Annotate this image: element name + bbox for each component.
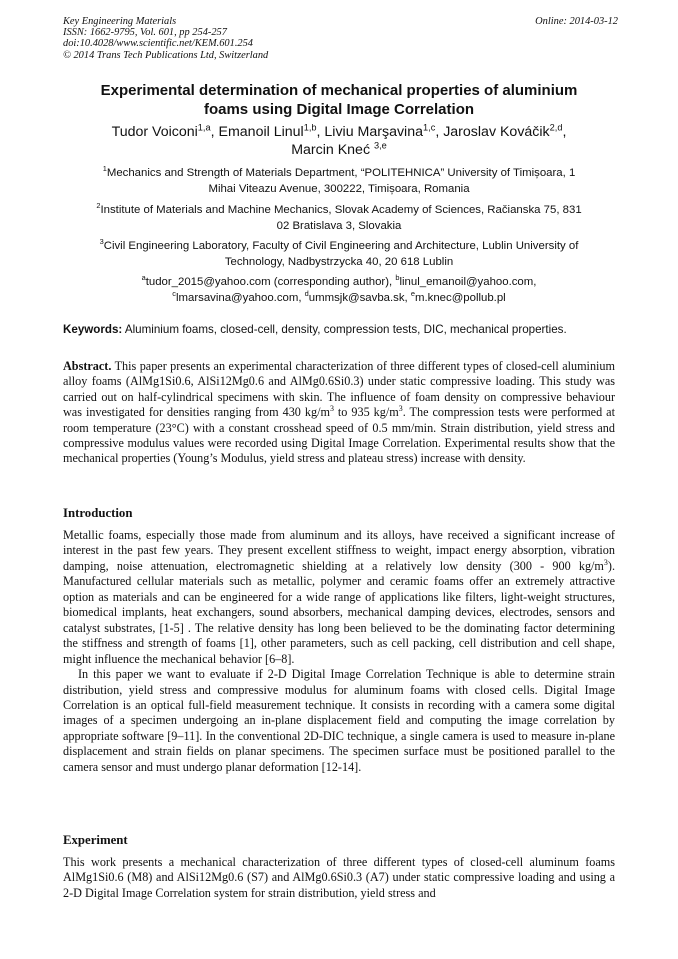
author-name: Liviu Marşavina: [324, 124, 423, 140]
doi[interactable]: doi:10.4028/www.scientific.net/KEM.601.254: [63, 38, 253, 50]
keywords-label: Keywords:: [63, 323, 123, 336]
affiliation-line: Institute of Materials and Machine Mechanics, Slovak Academy of Sciences, Račianska 75, 831: [100, 204, 582, 216]
abstract-sup: 3: [329, 404, 334, 414]
author-sep: ,: [316, 124, 325, 140]
keywords-text: Aluminium foams, closed-cell, density, compression tests, DIC, mechanical properties.: [122, 323, 567, 336]
affiliation-line: Technology, Nadbystrzycka 40, 20 618 Lublin: [224, 255, 454, 268]
affiliation-2: [63, 203, 615, 234]
abstract-text: This paper presents an experimental characterization of three different types of closed-cell aluminium alloy foams (AlMg1Si0.6, AlSi12Mg0.6 and AlMg0.6Si0.3) under static compressive loading. This study was carried out on half-cylindrical specimens with skin. The influence of foam density on compressive behaviour was investigated for densities ranging from 430 kg/m: [63, 359, 615, 420]
affiliation-1: [63, 166, 615, 197]
introduction-heading: Introduction: [63, 506, 133, 520]
author-sup: 1,b: [303, 122, 317, 133]
email-a[interactable]: tudor_2015@yahoo.com (corresponding author),: [145, 276, 396, 288]
journal-name: Key Engineering Materials: [63, 16, 177, 27]
affiliation-line: Mihai Viteazu Avenue, 300222, Timișoara, Romania: [208, 182, 470, 195]
abstract-text: to 935 kg/m: [333, 405, 399, 420]
author-name: Tudor Voiconi: [111, 124, 198, 140]
email-sup: e: [410, 288, 415, 298]
paper-title: [63, 82, 615, 119]
author-sup: 1,c: [423, 122, 436, 133]
title-line-2: foams using Digital Image Correlation: [203, 100, 475, 118]
paragraph: This work presents a mechanical characterization of three different types of closed-cell aluminum foams AlMg1Si0.6 (M8) and AlSi12Mg0.6 (S7) and AlMg0.6Si0.3 (A7) under static compressive loading and using a 2-D Digital Image Correlation system for strain distribution, yield stress and: [63, 855, 615, 900]
affiliation-sup: 2: [96, 201, 101, 211]
online-date: Online: 2014-03-12: [535, 16, 618, 27]
author-sep: ,: [435, 124, 444, 140]
journal-meta: [63, 16, 268, 61]
experiment-heading: Experiment: [63, 833, 128, 847]
email-sup: b: [395, 273, 400, 283]
email-sup: c: [172, 288, 176, 298]
author-sup: 1,a: [197, 122, 211, 133]
affiliation-line: 02 Bratislava 3, Slovakia: [276, 219, 402, 232]
paragraph-text: ). Manufactured cellular materials such as metallic, polymer and ceramic foams offer an extremely attractive option as materials and can be engineered for a wide range of applications like filters, light-weight structures, biomedical implants, heat exchangers, sound absorbers, mechanical damping devices, electrodes, sensors and catalyst substrates, [1-5] . The relative density has long been believed to be the dominating factor determining the stiffness and strength of foams [1], other parameters, such as cell packing, cell distribution and cell shape, might influence the mechanical behavior [6–8].: [63, 558, 615, 666]
author-name: Marcin Kneć: [291, 141, 374, 158]
email-e[interactable]: m.knec@pollub.pl: [415, 291, 506, 304]
author-list: [63, 124, 615, 159]
author-name: Jaroslav Kováčik: [443, 124, 550, 140]
experiment-body: [63, 855, 615, 901]
abstract: [63, 359, 615, 467]
author-sep: ,: [562, 124, 567, 140]
email-c[interactable]: lmarsavina@yahoo.com,: [175, 291, 305, 304]
author-sup: 2,d: [549, 122, 563, 133]
issn: ISSN: 1662-9795, Vol. 601, pp 254-257: [63, 27, 227, 39]
author-sep: ,: [210, 124, 219, 140]
email-b[interactable]: linul_emanoil@yahoo.com,: [399, 276, 537, 288]
email-d[interactable]: ummsjk@savba.sk,: [308, 291, 411, 304]
abstract-text: . The compression tests were performed at room temperature (23°C) with a constant crosshead speed of 0.5 mm/min. Strain distribution, yield stress and compressive modulus values were recorded using Digital Image Correlation. Experimental results show that the mechanical properties (Young’s Modulus, yield stress and plateau stress) increase with density.: [63, 405, 615, 466]
email-list: [63, 275, 615, 306]
abstract-label: Abstract.: [63, 359, 112, 373]
affiliation-3: [63, 239, 615, 270]
affiliation-line: Civil Engineering Laboratory, Faculty of Civil Engineering and Architecture, Lublin University of: [103, 240, 579, 252]
affiliation-sup: 1: [102, 164, 107, 174]
author-name: Emanoil Linul: [218, 124, 304, 140]
affiliation-sup: 3: [99, 237, 104, 247]
email-sup: a: [141, 273, 146, 283]
paragraph: [63, 528, 615, 667]
paragraph-sup: 3: [603, 557, 608, 567]
paragraph-text: Metallic foams, especially those made from aluminum and its alloys, have received a significant increase of interest in the past few years. They present excellent stiffness to weight, impact energy absorption, vibration damping, noise attenuation, electromagnetic shielding at a relatively low density (300 - 900 kg/m: [63, 528, 615, 573]
title-line-1: Experimental determination of mechanical properties of aluminium: [100, 82, 578, 99]
copyright: © 2014 Trans Tech Publications Ltd, Switzerland: [63, 49, 269, 61]
abstract-sup: 3: [398, 404, 403, 414]
introduction-body: [63, 528, 615, 775]
email-sup: d: [304, 288, 309, 298]
author-sup: 3,e: [373, 139, 387, 150]
keywords: [63, 322, 615, 337]
affiliation-line: Mechanics and Strength of Materials Department, “POLITEHNICA” University of Timișoara, 1: [106, 167, 576, 179]
paragraph: In this paper we want to evaluate if 2-D Digital Image Correlation Technique is able to determine strain distribution, yield stress and compressive modulus for aluminum foams with closed cells. Digital Image Correlation is an optical full-field measurement technique. It consists in recording with a camera some digital images of a specimen undergoing an in-plane displacement field and computing the image correlation by appropriate software [9–11]. In the conventional 2D-DIC technique, a single camera is used to measure in-plane displacement and strain fields on planar specimens. The specimen surface must be positioned parallel to the camera sensor and must undergo planar deformation [12-14].: [63, 667, 615, 774]
